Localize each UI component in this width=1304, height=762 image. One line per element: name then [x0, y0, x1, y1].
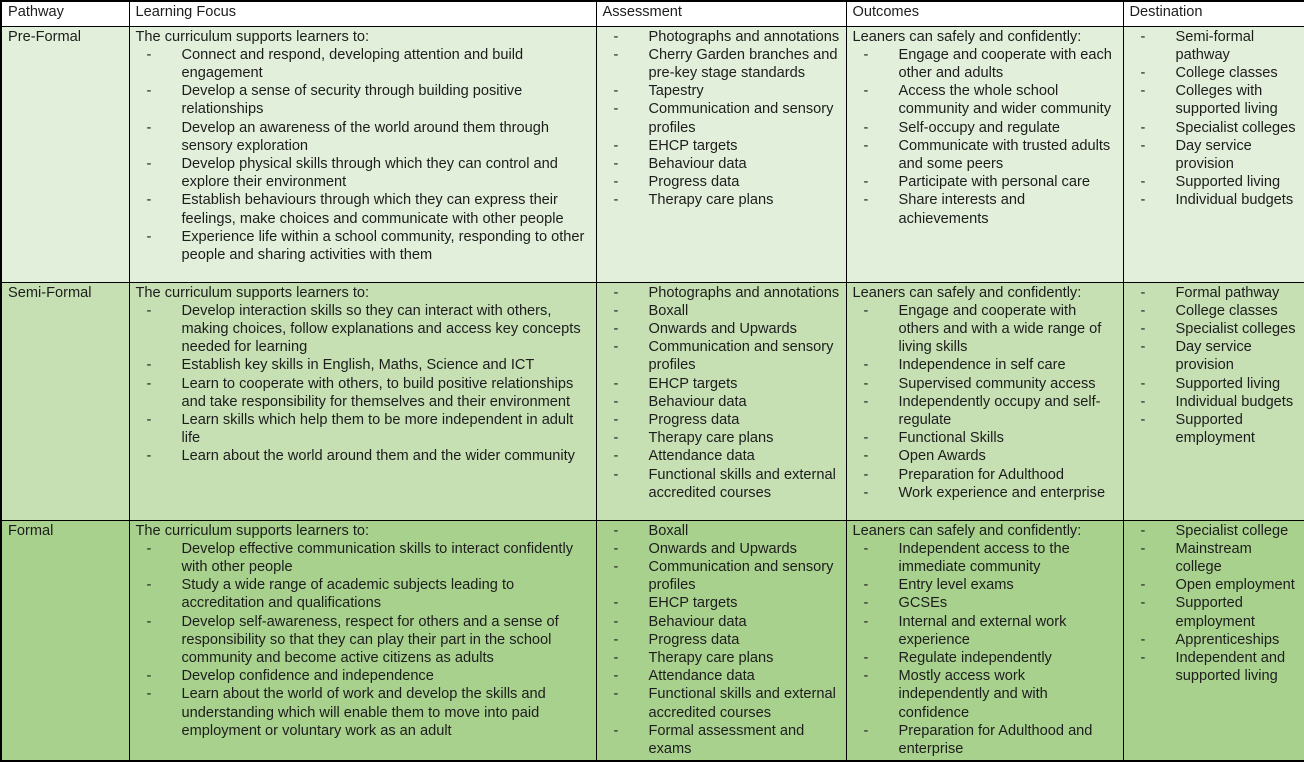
- bullet-item: - Communicate with trusted adults and some peers: [853, 137, 1117, 173]
- bullet-item: - Mostly access work independently and with confidence: [853, 667, 1117, 722]
- bullet-item: - Independent and supported living: [1130, 649, 1299, 685]
- cell-assessment: [596, 282, 846, 520]
- bullet-item: - Develop effective communication skills to interact confidently with other people: [136, 540, 590, 576]
- bullet-item: - Individual budgets: [1130, 393, 1299, 411]
- cell-outcomes: [846, 282, 1123, 520]
- bullet-item: - Mainstream college: [1130, 540, 1299, 576]
- bullet-item: - Apprenticeships: [1130, 631, 1299, 649]
- cell-lead-text: Leaners can safely and confidently:: [852, 28, 1082, 45]
- bullet-item: - Independent access to the immediate community: [853, 540, 1117, 576]
- pathway-cell: Formal: [1, 520, 129, 761]
- bullet-list: [136, 302, 590, 466]
- bullet-item: - Supported living: [1130, 173, 1299, 191]
- bullet-item: - Behaviour data: [603, 155, 840, 173]
- bullet-item: - Formal pathway: [1130, 284, 1299, 302]
- bullet-item: - Supported employment: [1130, 594, 1299, 630]
- cell-outcomes: [846, 26, 1123, 282]
- bullet-item: - Onwards and Upwards: [603, 320, 840, 338]
- bullet-item: - Learn to cooperate with others, to build positive relationships and take responsibility for themselves and their environment: [136, 375, 590, 411]
- bullet-item: - Self-occupy and regulate: [853, 119, 1117, 137]
- bullet-item: - Behaviour data: [603, 393, 840, 411]
- table-row-formal: [1, 520, 1304, 761]
- bullet-item: - Open Awards: [853, 447, 1117, 465]
- bullet-item: - Day service provision: [1130, 338, 1299, 374]
- bullet-list: [853, 46, 1117, 228]
- bullet-item: - Photographs and annotations: [603, 28, 840, 46]
- bullet-item: - EHCP targets: [603, 594, 840, 612]
- cell-lead-text: Leaners can safely and confidently:: [852, 522, 1082, 539]
- bullet-item: - Attendance data: [603, 447, 840, 465]
- bullet-item: - Colleges with supported living: [1130, 82, 1299, 118]
- bullet-item: - Day service provision: [1130, 137, 1299, 173]
- bullet-item: - Engage and cooperate with others and with a wide range of living skills: [853, 302, 1117, 357]
- cell-outcomes: [846, 520, 1123, 761]
- bullet-list: [603, 284, 840, 502]
- bullet-item: - Establish behaviours through which they can express their feelings, make choices and communicate with other people: [136, 191, 590, 227]
- bullet-item: - College classes: [1130, 302, 1299, 320]
- bullet-item: - EHCP targets: [603, 375, 840, 393]
- bullet-item: - Work experience and enterprise: [853, 484, 1117, 502]
- bullet-item: - Communication and sensory profiles: [603, 558, 840, 594]
- bullet-item: - Access the whole school community and wider community: [853, 82, 1117, 118]
- bullet-list: [603, 28, 840, 210]
- bullet-item: - Engage and cooperate with each other and adults: [853, 46, 1117, 82]
- bullet-item: - Communication and sensory profiles: [603, 100, 840, 136]
- bullet-item: - Therapy care plans: [603, 429, 840, 447]
- bullet-item: - Therapy care plans: [603, 191, 840, 209]
- bullet-item: - Develop interaction skills so they can interact with others, making choices, follow explanations and access key concepts needed for learning: [136, 302, 590, 357]
- pathway-cell: Semi-Formal: [1, 282, 129, 520]
- bullet-item: - Learn about the world around them and the wider community: [136, 447, 590, 465]
- bullet-list: [603, 522, 840, 759]
- cell-destination: [1123, 282, 1304, 520]
- bullet-item: - EHCP targets: [603, 137, 840, 155]
- cell-learning-focus: [129, 282, 596, 520]
- cell-learning-focus: [129, 520, 596, 761]
- bullet-item: - Specialist colleges: [1130, 320, 1299, 338]
- bullet-item: - Open employment: [1130, 576, 1299, 594]
- bullet-item: - Study a wide range of academic subjects leading to accreditation and qualifications: [136, 576, 590, 612]
- cell-lead-text: Leaners can safely and confidently:: [852, 284, 1082, 301]
- bullet-item: - College classes: [1130, 64, 1299, 82]
- cell-destination: [1123, 520, 1304, 761]
- bullet-item: - Supported living: [1130, 375, 1299, 393]
- bullet-item: - Specialist college: [1130, 522, 1299, 540]
- bullet-item: - Photographs and annotations: [603, 284, 840, 302]
- bullet-item: - Learn skills which help them to be more independent in adult life: [136, 411, 590, 447]
- bullet-list: [1130, 284, 1299, 448]
- bullet-item: - Participate with personal care: [853, 173, 1117, 191]
- cell-assessment: [596, 26, 846, 282]
- column-header-pathway: Pathway: [1, 1, 129, 26]
- cell-lead-text: The curriculum supports learners to:: [135, 284, 370, 301]
- bullet-item: - GCSEs: [853, 594, 1117, 612]
- bullet-item: - Supervised community access: [853, 375, 1117, 393]
- bullet-list: [136, 540, 590, 740]
- cell-assessment: [596, 520, 846, 761]
- column-header-outcomes: Outcomes: [846, 1, 1123, 26]
- column-header-learning-focus: Learning Focus: [129, 1, 596, 26]
- bullet-list: [1130, 28, 1299, 210]
- bullet-item: - Functional Skills: [853, 429, 1117, 447]
- bullet-item: - Learn about the world of work and develop the skills and understanding which will enable them to move into paid employment or voluntary work as an adult: [136, 685, 590, 740]
- cell-learning-focus: [129, 26, 596, 282]
- bullet-item: - Develop self-awareness, respect for others and a sense of responsibility so that they can play their part in the school community and become active citizens as adults: [136, 613, 590, 668]
- bullet-item: - Experience life within a school community, responding to other people and sharing activities with them: [136, 228, 590, 264]
- bullet-item: - Preparation for Adulthood and enterprise: [853, 722, 1117, 758]
- cell-lead-text: The curriculum supports learners to:: [135, 28, 370, 45]
- column-header-assessment: Assessment: [596, 1, 846, 26]
- bullet-list: [853, 540, 1117, 758]
- bullet-item: - Internal and external work experience: [853, 613, 1117, 649]
- bullet-item: - Functional skills and external accredited courses: [603, 685, 840, 721]
- bullet-item: - Regulate independently: [853, 649, 1117, 667]
- bullet-item: - Establish key skills in English, Maths, Science and ICT: [136, 356, 590, 374]
- bullet-item: - Connect and respond, developing attention and build engagement: [136, 46, 590, 82]
- bullet-item: - Communication and sensory profiles: [603, 338, 840, 374]
- bullet-list: [1130, 522, 1299, 686]
- bullet-item: - Progress data: [603, 173, 840, 191]
- bullet-item: - Semi-formal pathway: [1130, 28, 1299, 64]
- bullet-item: - Tapestry: [603, 82, 840, 100]
- bullet-item: - Supported employment: [1130, 411, 1299, 447]
- bullet-item: - Develop confidence and independence: [136, 667, 590, 685]
- bullet-item: - Specialist colleges: [1130, 119, 1299, 137]
- cell-lead-text: The curriculum supports learners to:: [135, 522, 370, 539]
- bullet-item: - Independently occupy and self-regulate: [853, 393, 1117, 429]
- bullet-item: - Therapy care plans: [603, 649, 840, 667]
- bullet-item: - Independence in self care: [853, 356, 1117, 374]
- bullet-item: - Progress data: [603, 411, 840, 429]
- pathway-cell: Pre-Formal: [1, 26, 129, 282]
- table-row-semi-formal: [1, 282, 1304, 520]
- bullet-item: - Progress data: [603, 631, 840, 649]
- bullet-list: [853, 302, 1117, 502]
- bullet-item: - Develop physical skills through which they can control and explore their environment: [136, 155, 590, 191]
- bullet-item: - Functional skills and external accredited courses: [603, 466, 840, 502]
- bullet-item: - Behaviour data: [603, 613, 840, 631]
- bullet-list: [136, 46, 590, 264]
- bullet-item: - Onwards and Upwards: [603, 540, 840, 558]
- bullet-item: - Cherry Garden branches and pre-key stage standards: [603, 46, 840, 82]
- bullet-item: - Boxall: [603, 522, 840, 540]
- bullet-item: - Preparation for Adulthood: [853, 466, 1117, 484]
- bullet-item: - Develop an awareness of the world around them through sensory exploration: [136, 119, 590, 155]
- table-body: [1, 26, 1304, 761]
- bullet-item: - Individual budgets: [1130, 191, 1299, 209]
- bullet-item: - Develop a sense of security through building positive relationships: [136, 82, 590, 118]
- bullet-item: - Formal assessment and exams: [603, 722, 840, 758]
- bullet-item: - Attendance data: [603, 667, 840, 685]
- bullet-item: - Entry level exams: [853, 576, 1117, 594]
- table-row-pre-formal: [1, 26, 1304, 282]
- header-row: [1, 1, 1304, 26]
- column-header-destination: Destination: [1123, 1, 1304, 26]
- bullet-item: - Share interests and achievements: [853, 191, 1117, 227]
- bullet-item: - Boxall: [603, 302, 840, 320]
- cell-destination: [1123, 26, 1304, 282]
